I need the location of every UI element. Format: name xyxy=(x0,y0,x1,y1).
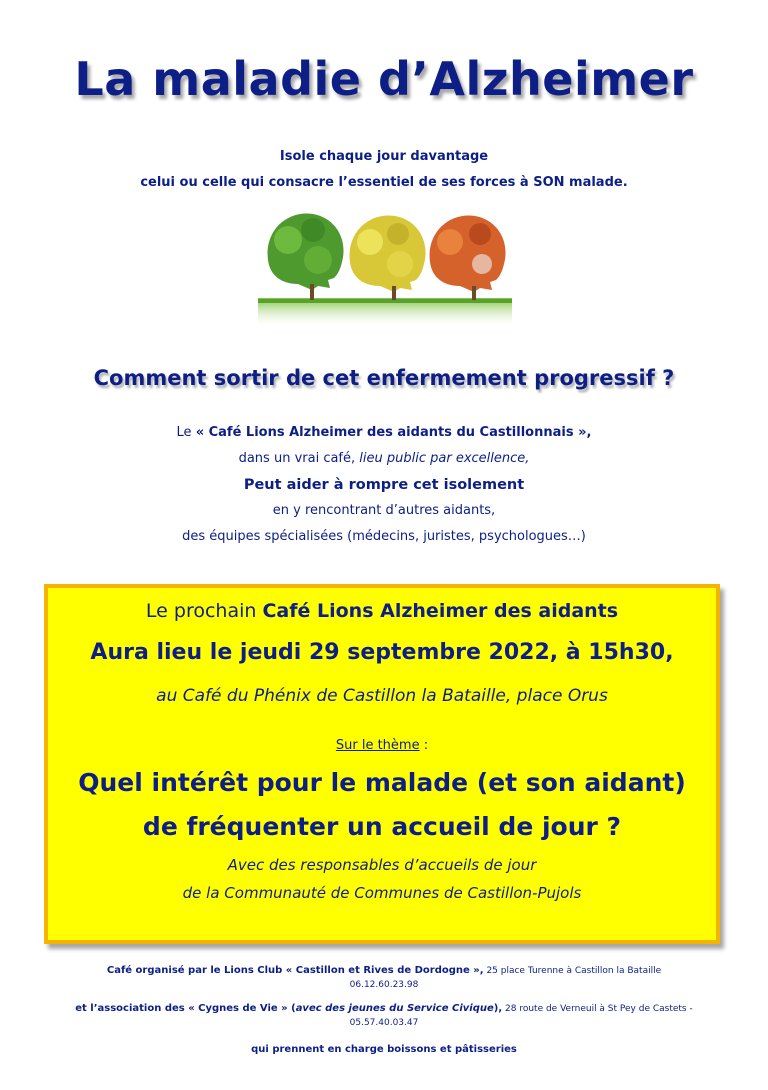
event-cafe-name: Café Lions Alzheimer des aidants xyxy=(262,600,619,622)
event-theme-label xyxy=(48,738,716,753)
footer-assoc-suffix: ), xyxy=(493,1003,503,1014)
event-location: au Café du Phénix de Castillon la Bataille, place Orus xyxy=(156,686,608,706)
footer-assoc-phone: 05.57.40.03.47 xyxy=(349,1018,419,1028)
footer-assoc-prefix: et l’association des « Cygnes de Vie » ( xyxy=(75,1003,296,1014)
footer-assoc-address: 28 route de Verneuil à St Pey de Castets - xyxy=(502,1004,693,1014)
intro-line-2: celui ou celle qui consacre l’essentiel de ses forces à SON malade. xyxy=(140,175,628,190)
event-theme-line-2: de fréquenter un accueil de jour ? xyxy=(142,812,622,841)
subtitle: Comment sortir de cet enfermement progressif ? xyxy=(93,366,675,390)
event-speakers-line-2: de la Communauté de Communes de Castillon-Pujols xyxy=(182,884,582,902)
footer-organizer-phone: 06.12.60.23.98 xyxy=(349,980,419,990)
description xyxy=(0,420,768,550)
desc-line-1-prefix: Le xyxy=(176,425,196,440)
yellow-head-tree xyxy=(350,215,426,300)
page-title: La maladie d’Alzheimer xyxy=(74,52,694,106)
event-theme-line-1: Quel intérêt pour le malade (et son aidant) xyxy=(78,768,686,797)
theme-label: Sur le thème xyxy=(335,738,420,753)
footer-organizer-address: 25 place Turenne à Castillon la Bataille xyxy=(483,966,662,976)
event-date: Aura lieu le jeudi 29 septembre 2022, à 15h30, xyxy=(90,640,674,665)
footer-organizer-name: Café organisé par le Lions Club « Castillon et Rives de Dordogne », xyxy=(106,965,484,976)
footer-association xyxy=(0,1002,768,1030)
desc-line-1 xyxy=(0,420,768,446)
event-intro-prefix: Le prochain xyxy=(145,600,263,622)
three-tree-heads-image xyxy=(258,200,512,350)
footer-refreshments: qui prennent en charge boissons et pâtisseries xyxy=(251,1044,517,1055)
footer-organizer xyxy=(0,964,768,992)
intro-line-1: Isole chaque jour davantage xyxy=(279,149,489,164)
event-intro xyxy=(48,600,716,622)
intro-text xyxy=(0,144,768,196)
theme-label-suffix: : xyxy=(419,738,429,753)
desc-line-5: des équipes spécialisées (médecins, juristes, psychologues…) xyxy=(182,529,586,544)
green-head-tree xyxy=(268,213,344,300)
footer xyxy=(0,964,768,1055)
event-box xyxy=(44,584,720,944)
footer-assoc-italic: avec des jeunes du Service Civique xyxy=(295,1003,494,1014)
event-speakers-line-1: Avec des responsables d’accueils de jour xyxy=(227,856,537,874)
desc-line-3: Peut aider à rompre cet isolement xyxy=(243,477,525,493)
desc-line-4: en y rencontrant d’autres aidants, xyxy=(272,503,496,518)
desc-line-2-italic: lieu public par excellence, xyxy=(359,451,530,466)
desc-line-2 xyxy=(0,446,768,472)
orange-head-tree xyxy=(430,215,506,300)
desc-cafe-name: « Café Lions Alzheimer des aidants du Castillonnais », xyxy=(195,425,592,440)
desc-line-2-prefix: dans un vrai café, xyxy=(238,451,360,466)
